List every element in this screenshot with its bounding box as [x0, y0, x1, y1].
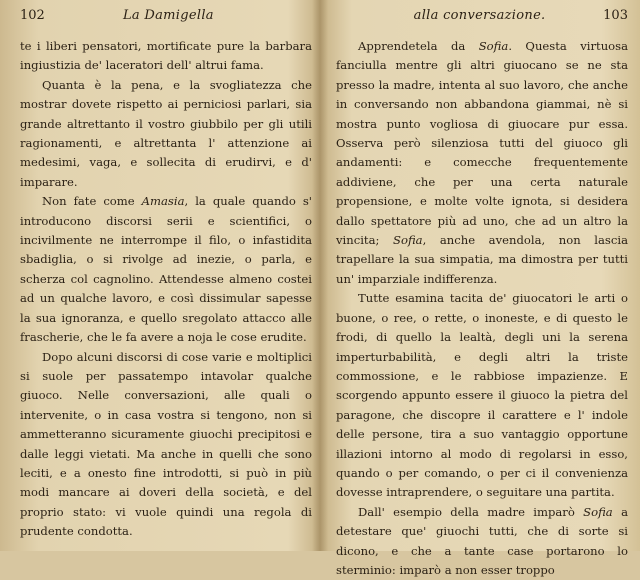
- paragraph: te i liberi pensatori, mortificate pure la barbara ingiustizia de' laceratori dell' altrui fama.: [20, 39, 312, 73]
- left-page: [20, 8, 312, 544]
- paragraph: Tutte esamina tacita de' giuocatori le arti o buone, o ree, o rette, o inoneste, e di questo le frodi, di quello la lealtà, degli uni la serena imperturbabilità, e degli altri la triste commossione, e le rabbiose impazienze. E scorgendo appunto essere il giuoco la pietra del paragone, che discopre il carattere e l' indole delle persone, tira a suo vantaggio opportune illazioni intorno al modo di regolarsi in esso, quando o per comando, o per ci il convenienza dovesse intraprendere, o seguitare una partita.: [336, 291, 628, 500]
- left-page-number: 102: [20, 8, 45, 23]
- right-page-body: [336, 37, 628, 580]
- book-gutter: [312, 0, 328, 551]
- right-running-title: alla conversazione.: [413, 8, 546, 23]
- paragraph: Non fate come Amasia, la quale quando s' introducono discorsi serii e scientifici, o incivilmente ne interrompe il filo, o infastidita sbadiglia, o si rivolge ad inezie, o parla, e scherza col cagnolino. Attendesse almeno costei ad un qualche lavoro, e così dissimular sapesse la sua ignoranza, e quello sregolato attacco alle frascherie, che le fa avere a noja le cose erudite.: [20, 194, 312, 345]
- paragraph: Dopo alcuni discorsi di cose varie e moltiplici si suole per passatempo intavolar qualche giuoco. Nelle conversazioni, alle quali o intervenite, o in casa vostra si tengono, non si ammetteranno sicuramente giuochi precipitosi e dalle leggi vietati. Ma anche in quelli che sono leciti, e a onesto fine introdotti, si può in più modi mancare ai doveri della società, e del proprio stato: vi vuole quindi una regola di prudente condotta.: [20, 349, 312, 539]
- paragraph: Apprendetela da Sofia. Questa virtuosa fanciulla mentre gli altri giuocano se ne sta presso la madre, intenta al suo lavoro, che anche in conversando non abbandona giammai, nè si mostra punto vogliosa di giuocare pur essa. Osserva però silenziosa tutti del giuoco gli andamenti: e comecche frequentemente addiviene, che per una certa naturale propensione, e molte volte ignota, si desidera dallo spettatore più ad uno, che ad un altro la vincita; Sofia, anche avendola, non lascia trapellare la sua simpatia, ma dimostra per tutti un' imparziale indifferenza.: [336, 39, 628, 286]
- left-running-title: La Damigella: [122, 8, 214, 23]
- left-page-header: [20, 8, 312, 31]
- right-page-number: 103: [603, 8, 628, 23]
- left-page-body: [20, 37, 312, 542]
- paragraph: Quanta è la pena, e la svogliatezza che mostrar dovete rispetto ai perniciosi parlari, sia grande altrettanto il vostro giubbilo per gli utili ragionamenti, e altrettanta l' attenzione ai medesimi, vaga, e sollecita di erudirvi, e d' imparare.: [20, 77, 312, 189]
- right-page: [336, 8, 628, 577]
- paragraph: Dall' esempio della madre imparò Sofia a detestare que' giuochi tutti, che di sorte si dicono, e che a tante case portarono lo sterminio: imparò a non esser troppo: [336, 504, 628, 577]
- right-page-header: [336, 8, 628, 31]
